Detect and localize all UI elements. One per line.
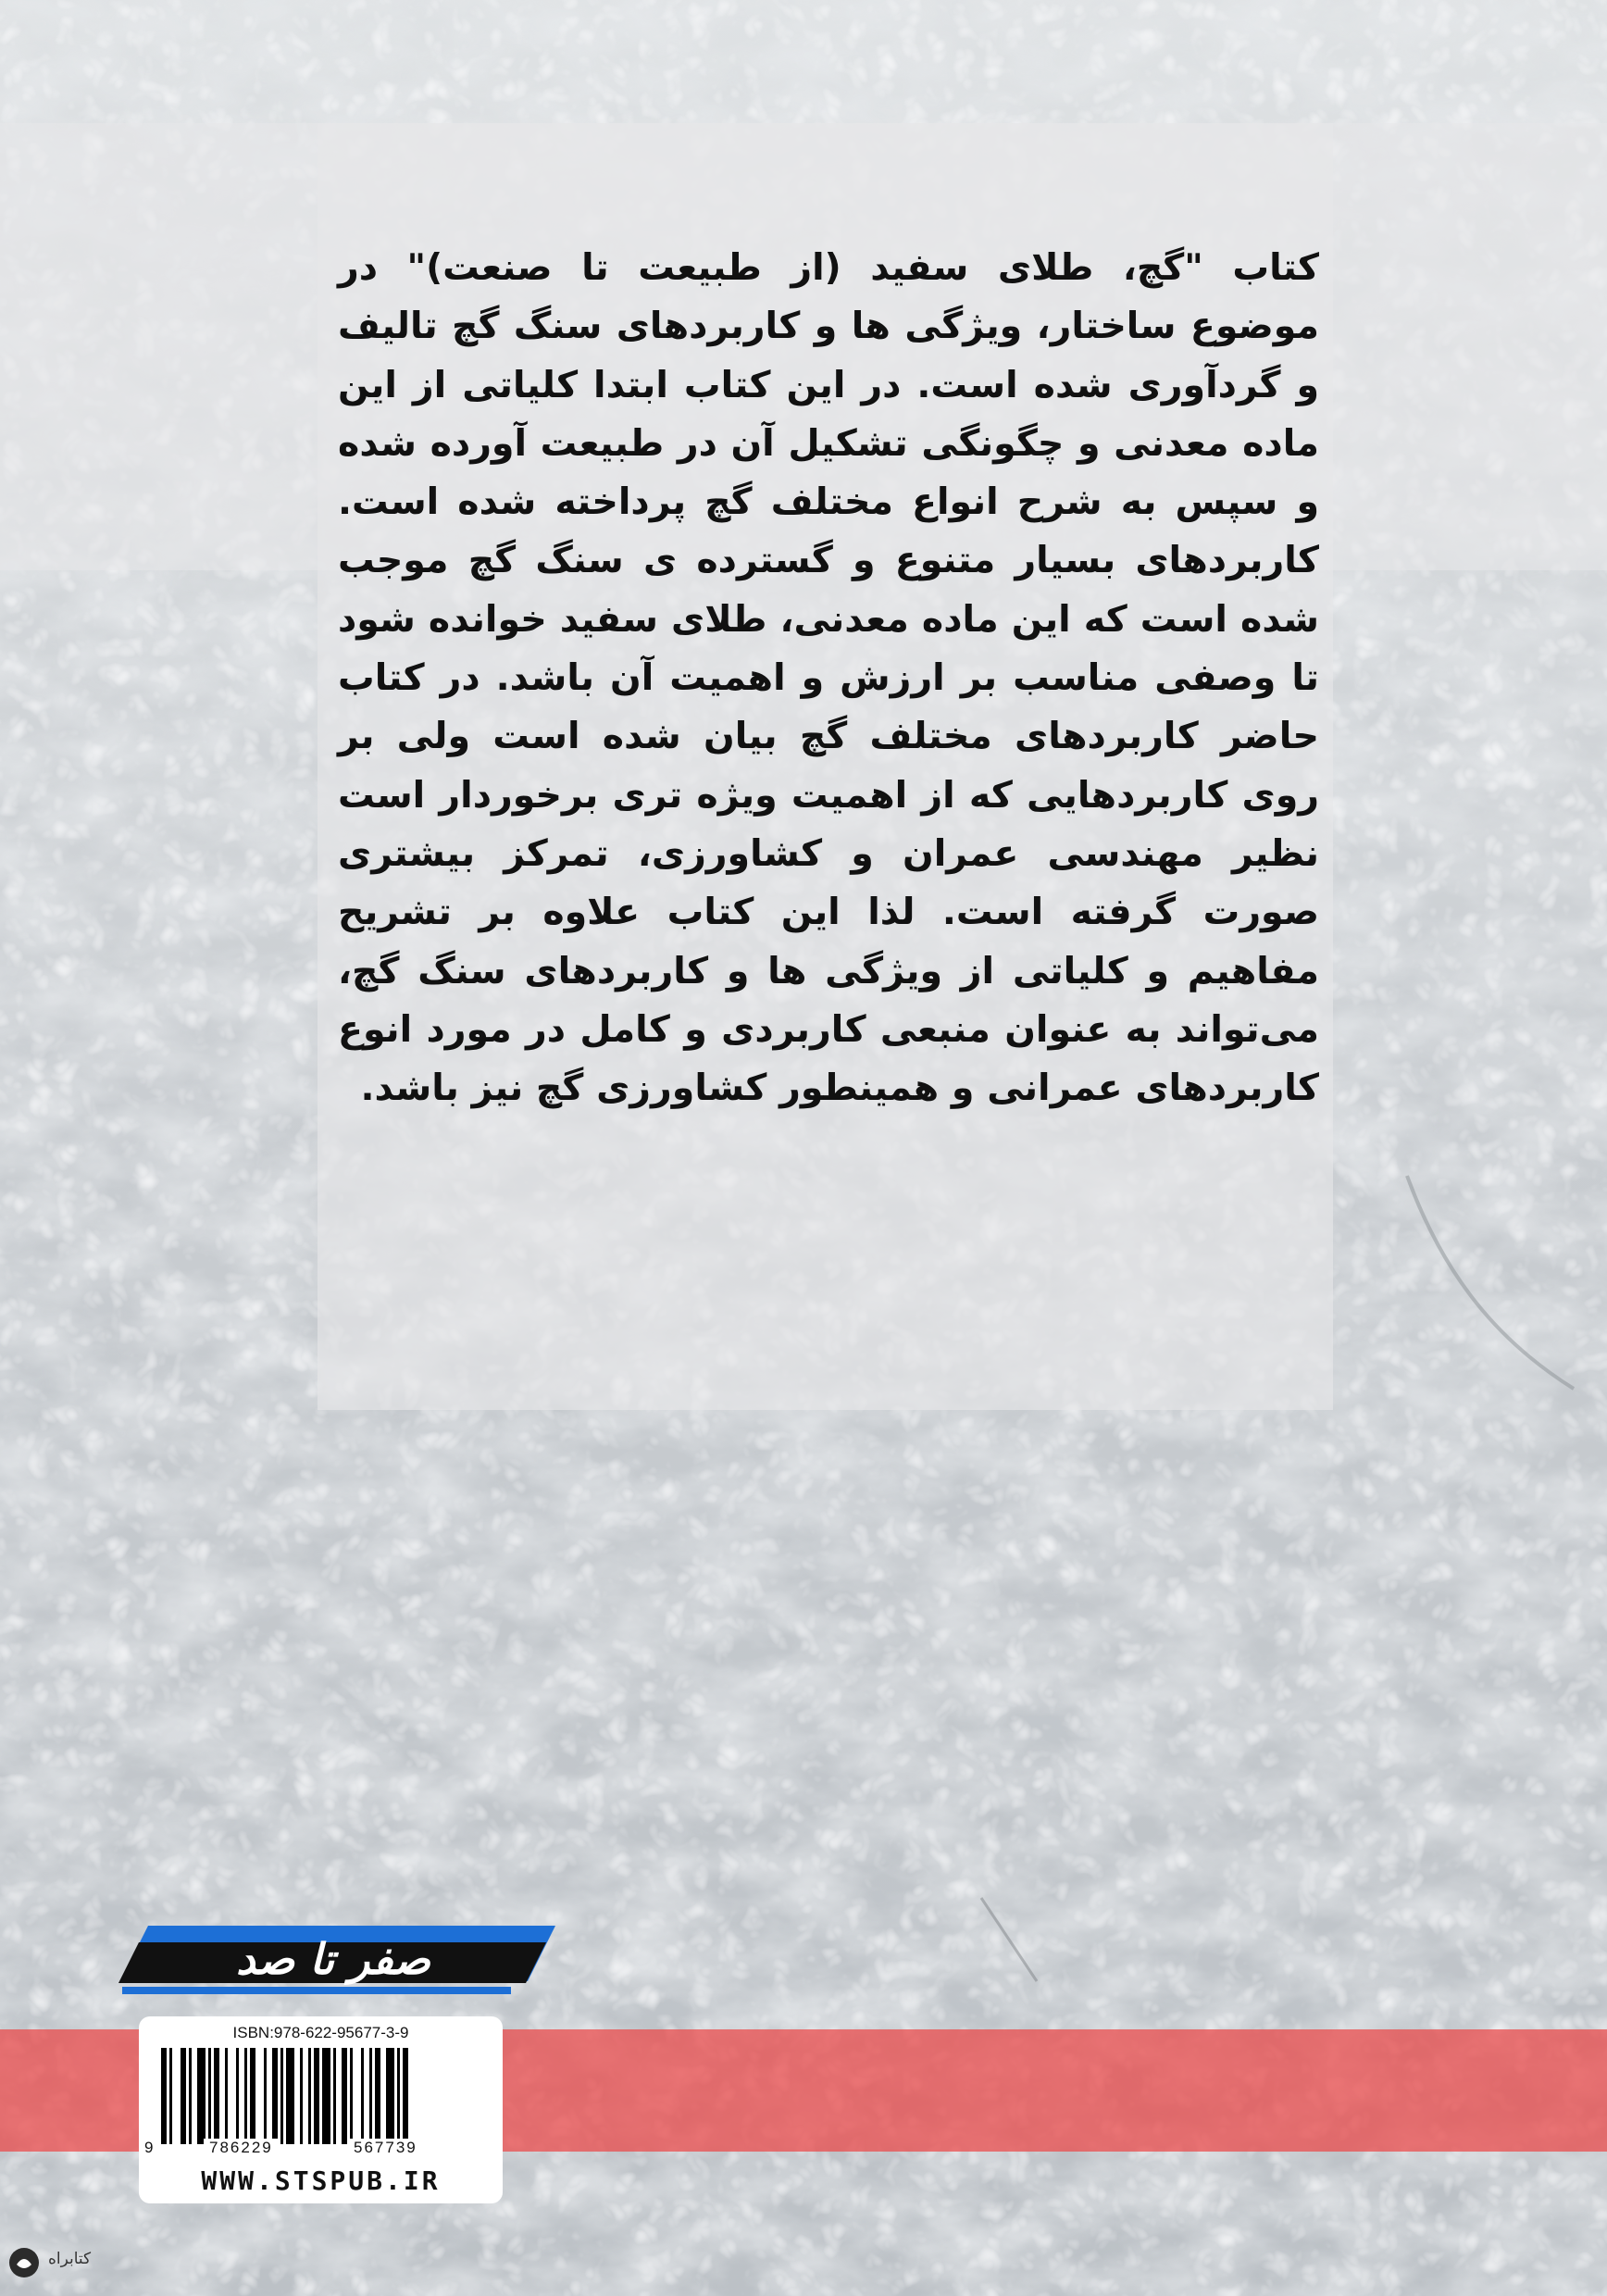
barcode-right-digits: 567739 <box>348 2139 423 2157</box>
isbn-number: ISBN:978-622-95677-3-9 <box>232 2024 409 2041</box>
publisher-website[interactable]: WWW.STSPUB.IR <box>201 2165 441 2196</box>
ketabrah-logo-icon <box>6 2244 43 2281</box>
barcode-bar <box>322 2048 330 2144</box>
barcode-left-digits: 786229 <box>204 2139 279 2157</box>
barcode-bar <box>264 2048 267 2144</box>
ketabrah-watermark <box>6 2244 107 2281</box>
barcode-bar <box>208 2048 211 2144</box>
barcode-bar <box>236 2048 239 2144</box>
barcode-bar <box>286 2048 294 2144</box>
barcode-bar <box>300 2048 303 2144</box>
barcode-bar <box>361 2048 364 2144</box>
barcode-bar <box>197 2048 206 2144</box>
barcode-bar <box>375 2048 380 2144</box>
barcode-bar <box>386 2048 394 2144</box>
barcode-bar <box>308 2048 311 2144</box>
barcode-bar <box>350 2048 353 2144</box>
barcode-bar <box>314 2048 319 2144</box>
watermark-label: کتابراه <box>48 2250 92 2268</box>
barcode-bar <box>342 2048 347 2144</box>
barcode-bar <box>397 2048 400 2144</box>
barcode-bar <box>333 2048 336 2144</box>
barcode-bar <box>214 2048 219 2144</box>
barcode-bar <box>181 2048 186 2144</box>
barcode-bar <box>280 2048 283 2144</box>
barcode-bar <box>169 2048 172 2144</box>
barcode-bar <box>403 2048 408 2144</box>
barcode-bar <box>189 2048 192 2144</box>
publisher-logo <box>111 1916 565 2028</box>
barcode-bar <box>161 2048 167 2144</box>
barcode-bar <box>369 2048 372 2144</box>
barcode-lead-digit: 9 <box>144 2139 154 2156</box>
isbn-barcode-panel <box>139 2016 503 2203</box>
svg-text:صفر تا صد: صفر تا صد <box>236 1934 430 1984</box>
barcode <box>159 2048 480 2144</box>
barcode-bar <box>225 2048 228 2144</box>
barcode-bar <box>250 2048 255 2144</box>
barcode-bar <box>272 2048 278 2144</box>
barcode-bar <box>244 2048 247 2144</box>
back-cover-blurb: کتاب "گچ، طلای سفید (از طبیعت تا صنعت)" در موضوع ساختار، ویژگی ها و کاربردهای سنگ گچ تالیف و گردآوری شده است. در این کتاب ابتدا کلیاتی از این ماده معدنی و چگونگی تشکیل آن در طبیعت آورده شده و سپس به شرح انواع مختلف گچ پرداخته شده است. کاربردهای بسیار متنوع و گسترده ی سنگ گچ موجب شده است که این ماده معدنی، طلای سفید خوانده شود تا وصفی مناسب بر ارزش و اهمیت آن باشد. در کتاب حاضر کاربردهای مختلف گچ بیان شده است ولی بر روی کاربردهایی که از اهمیت ویژه تری برخوردار است نظیر مهندسی عمران و کشاورزی، تمرکز بیشتری صورت گرفته است. لذا این کتاب علاوه بر تشریح مفاهیم و کلیاتی از ویژگی ها و کاربردهای سنگ گچ، می‌تواند به عنوان منبعی کاربردی و کامل در مورد انوع کاربردهای عمرانی و همینطور کشاورزی گچ نیز باشد. <box>338 246 1319 1110</box>
